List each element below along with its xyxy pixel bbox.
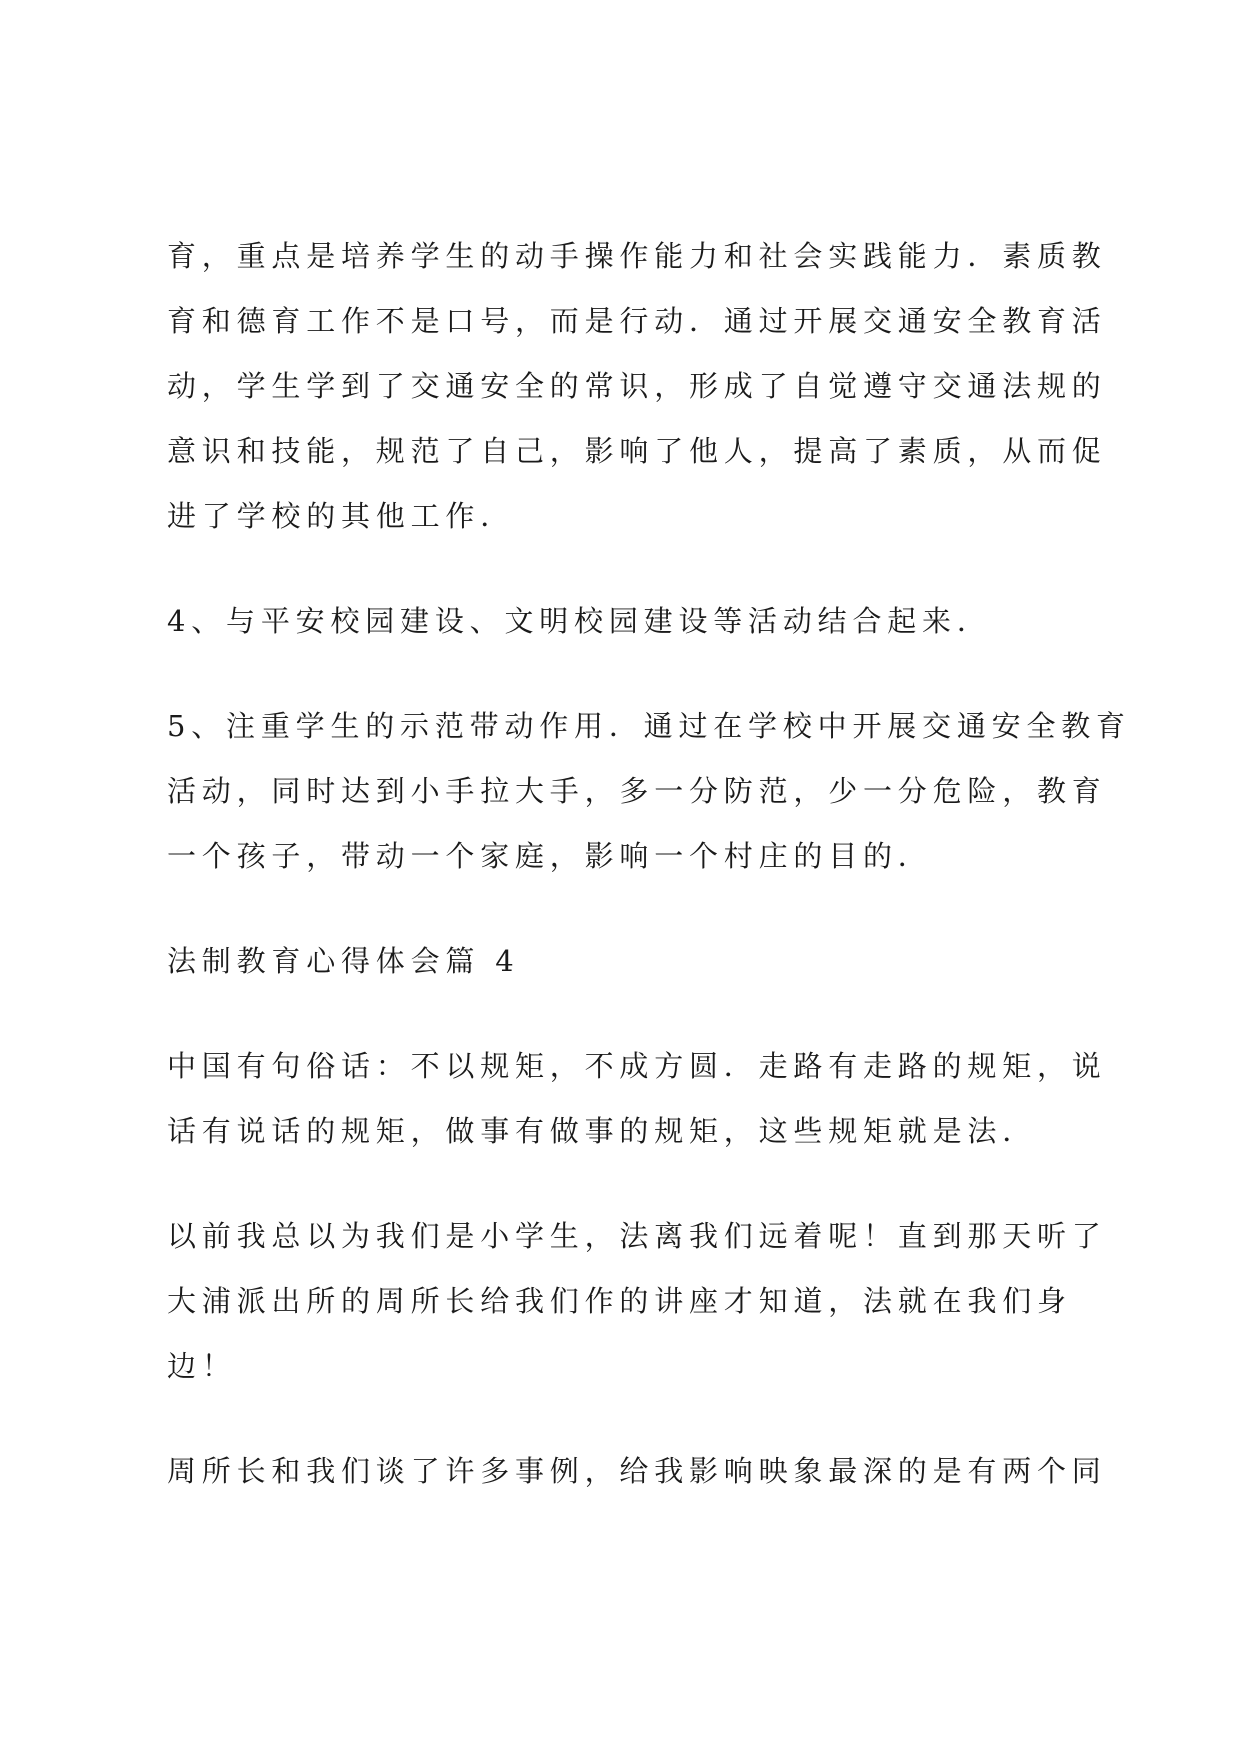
- paragraph-line: 以前我总以为我们是小学生，法离我们远着呢！直到那天听了: [167, 1219, 1107, 1253]
- paragraph-line: 中国有句俗话：不以规矩，不成方圆．走路有走路的规矩，说: [167, 1049, 1107, 1083]
- paragraph-line: 进了学校的其他工作．: [167, 499, 516, 533]
- paragraph-line: 一个孩子，带动一个家庭，影响一个村庄的目的．: [167, 839, 933, 873]
- paragraph-line: 话有说话的规矩，做事有做事的规矩，这些规矩就是法．: [167, 1114, 1038, 1148]
- paragraph-line: 育和德育工作不是口号，而是行动．通过开展交通安全教育活: [167, 304, 1107, 338]
- section-heading: 法制教育心得体会篇 4: [167, 944, 520, 978]
- list-item: 4、与平安校园建设、文明校园建设等活动结合起来．: [167, 604, 992, 638]
- paragraph-line: 大浦派出所的周所长给我们作的讲座才知道，法就在我们身: [167, 1284, 1072, 1318]
- paragraph-line: 育，重点是培养学生的动手操作能力和社会实践能力．素质教: [167, 239, 1107, 273]
- paragraph-line: 动，学生学到了交通安全的常识，形成了自觉遵守交通法规的: [167, 369, 1107, 403]
- paragraph-line: 周所长和我们谈了许多事例，给我影响映象最深的是有两个同: [167, 1454, 1107, 1488]
- paragraph-line: 意识和技能，规范了自己，影响了他人，提高了素质，从而促: [167, 434, 1107, 468]
- paragraph-line: 活动，同时达到小手拉大手，多一分防范，少一分危险，教育: [167, 774, 1107, 808]
- list-item: 5、注重学生的示范带动作用．通过在学校中开展交通安全教育: [167, 709, 1131, 743]
- paragraph-line: 边！: [167, 1349, 237, 1383]
